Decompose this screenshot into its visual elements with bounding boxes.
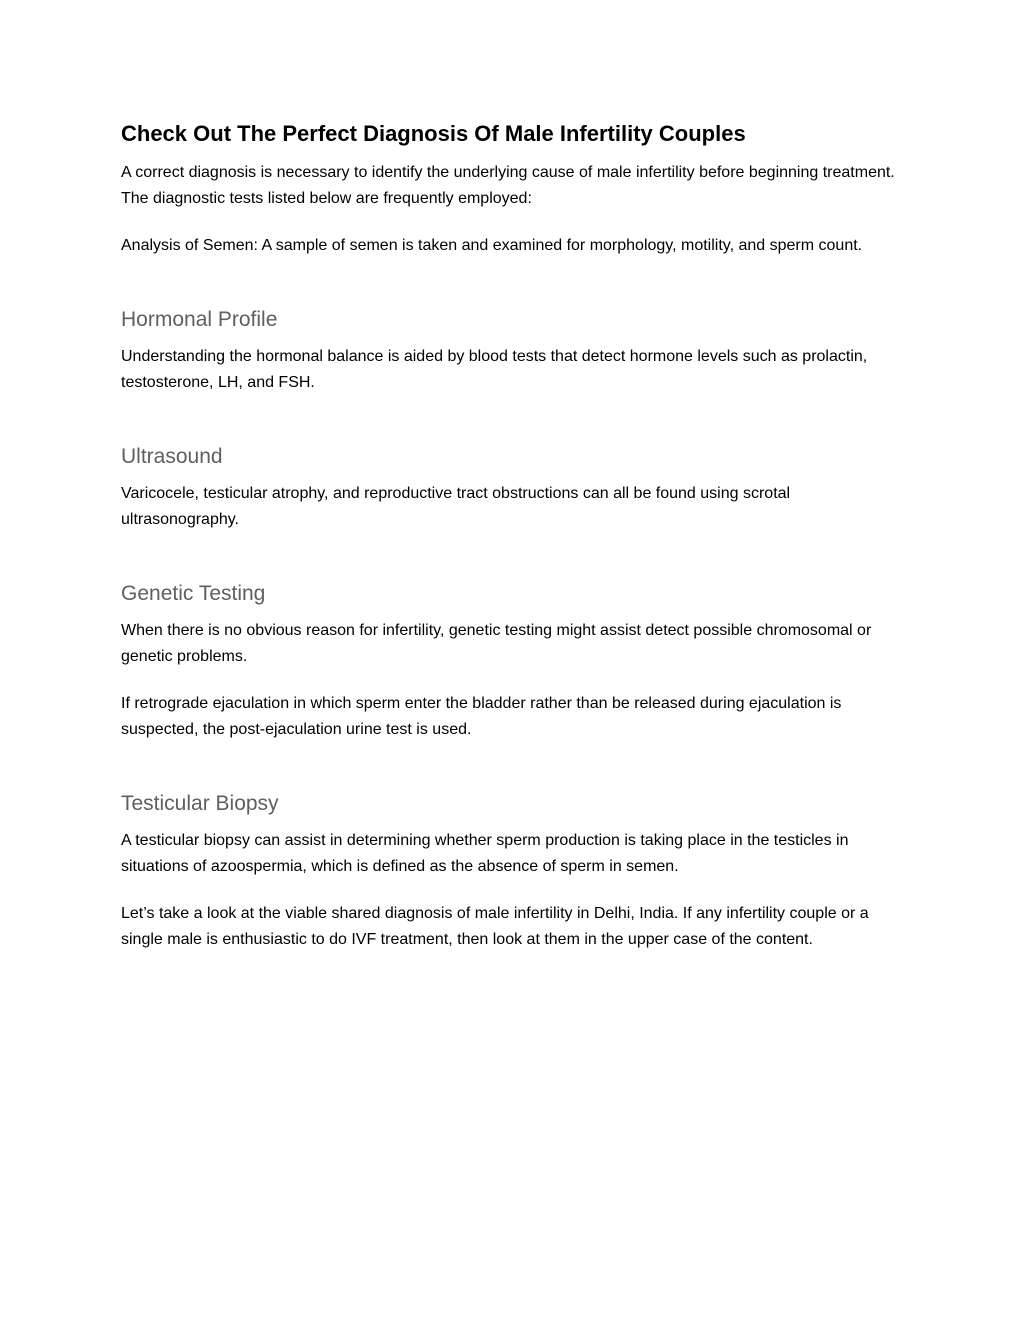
section-heading-hormonal-profile: Hormonal Profile [121, 308, 278, 331]
section-hormonal-profile [121, 307, 903, 396]
intro-paragraph-2: Analysis of Semen: A sample of semen is taken and examined for morphology, motility, and sperm count. [121, 237, 863, 254]
document-content [121, 121, 903, 953]
section-testicular-biopsy [121, 791, 903, 953]
intro-paragraph-1: A correct diagnosis is necessary to identify the underlying cause of male infertility before beginning treatment. The diagnostic tests listed below are frequently employed: [121, 164, 895, 207]
section-paragraph: Understanding the hormonal balance is aided by blood tests that detect hormone levels such as prolactin, testosterone, LH, and FSH. [121, 348, 868, 391]
section-paragraph: A testicular biopsy can assist in determining whether sperm production is taking place in the testicles in situations of azoospermia, which is defined as the absence of sperm in semen. [121, 832, 849, 875]
section-paragraph: When there is no obvious reason for infertility, genetic testing might assist detect possible chromosomal or genetic problems. [121, 622, 872, 665]
section-paragraph: Varicocele, testicular atrophy, and reproductive tract obstructions can all be found using scrotal ultrasonography. [121, 485, 791, 528]
section-heading-genetic-testing: Genetic Testing [121, 582, 266, 605]
section-heading-testicular-biopsy: Testicular Biopsy [121, 792, 279, 815]
page-title: Check Out The Perfect Diagnosis Of Male Infertility Couples [121, 121, 746, 146]
section-genetic-testing [121, 581, 903, 743]
section-ultrasound [121, 444, 903, 533]
section-heading-ultrasound: Ultrasound [121, 445, 223, 468]
section-paragraph: If retrograde ejaculation in which sperm enter the bladder rather than be released during ejaculation is suspected, the post-ejaculation urine test is used. [121, 695, 842, 738]
section-paragraph: Let’s take a look at the viable shared diagnosis of male infertility in Delhi, India. If any infertility couple or a single male is enthusiastic to do IVF treatment, then look at them in the upper case of the content. [121, 905, 869, 948]
